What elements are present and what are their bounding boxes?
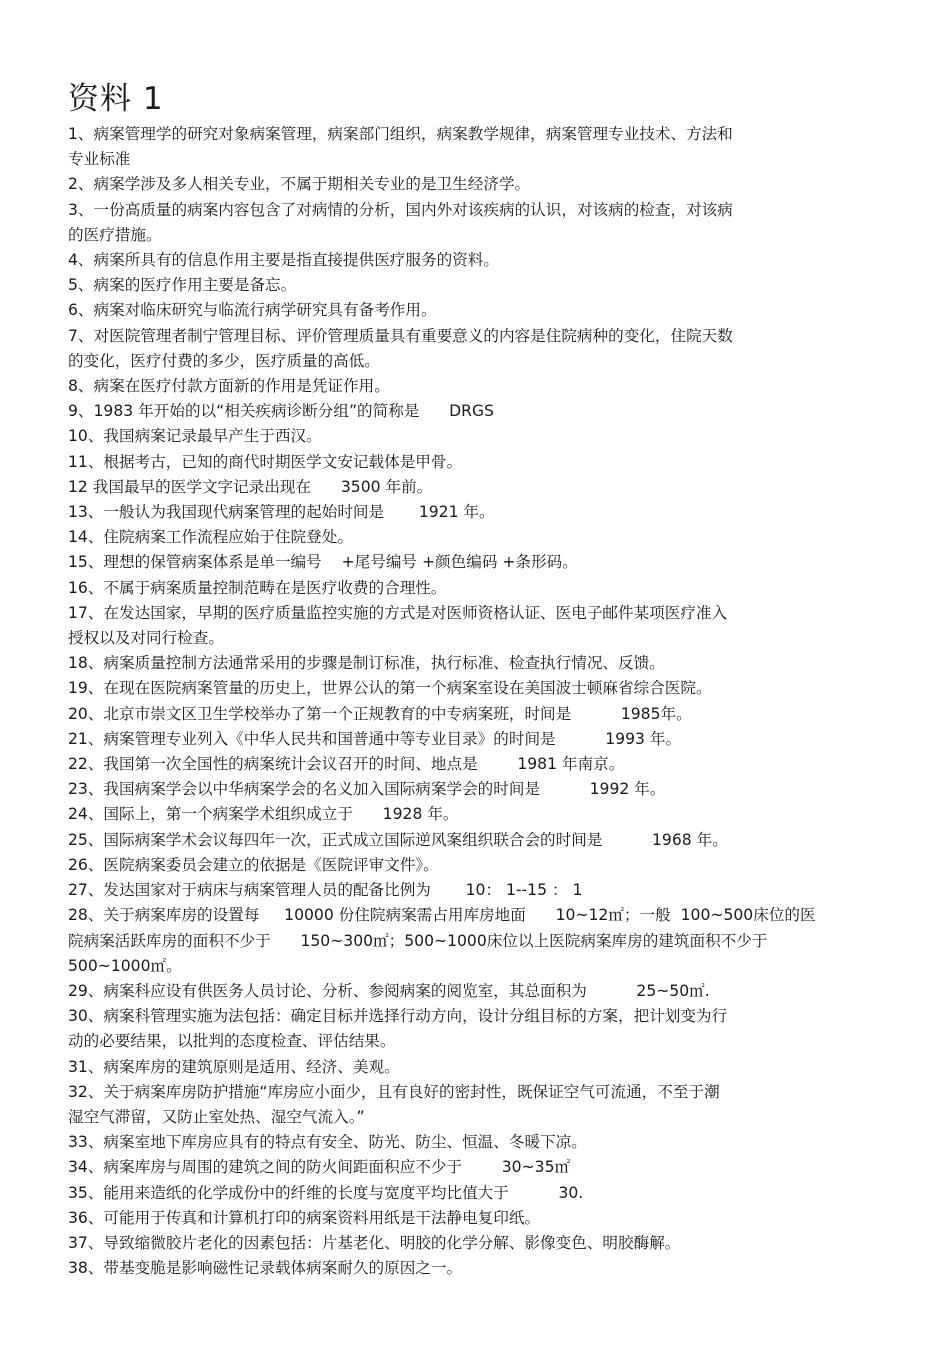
list-item: 30、病案科管理实施为法包括：确定目标并选择行动方向，设计分组目标的方案，把计划变为行 动的必要结果，以批判的态度检查、评估结果。: [68, 1007, 728, 1051]
list-item: 4、病案所具有的信息作用主要是指直接提供医疗服务的资料。: [68, 251, 499, 270]
list-item: 23、我国病案学会以中华病案学会的名义加入国际病案学会的时间是 1992 年。: [68, 780, 666, 799]
list-item: 21、病案管理专业列入《中华人民共和国普通中等专业目录》的时间是 1993 年。: [68, 729, 682, 748]
list-item: 11、根据考古，已知的商代时期医学文安记载体是甲骨。: [68, 452, 463, 471]
list-item: 25、国际病案学术会议每四年一次，正式成立国际逆风案组织联合会的时间是 1968 年。: [68, 830, 728, 849]
list-item: 34、病案库房与周围的建筑之间的防火间距面积应不少于 30~35㎡: [68, 1158, 571, 1177]
list-item: 7、对医院管理者制宁管理目标、评价管理质量具有重要意义的内容是住院病种的变化，住院天数 的变化，医疗付费的多少，医疗质量的高低。: [68, 326, 733, 370]
list-item: 37、导致缩微胶片老化的因素包括：片基老化、明胶的化学分解、影像变色、明胶酶解。: [68, 1233, 681, 1252]
document-page: [68, 78, 878, 1281]
list-item: 16、不属于病案质量控制范畴在是医疗收费的合理性。: [68, 578, 447, 597]
list-item: 36、可能用于传真和计算机打印的病案资料用纸是干法静电复印纸。: [68, 1208, 541, 1227]
list-item: 18、病案质量控制方法通常采用的步骤是制订标准，执行标准、检查执行情况、反馈。: [68, 654, 665, 673]
list-item: 35、能用来造纸的化学成份中的纤维的长度与宽度平均比值大于 30.: [68, 1183, 584, 1202]
question-list: [68, 122, 878, 1281]
list-item: 24、国际上，第一个病案学术组织成立于 1928 年。: [68, 805, 459, 824]
list-item: 38、带基变脆是影响磁性记录载体病案耐久的原因之一。: [68, 1259, 463, 1278]
document-title: 资料 1: [68, 81, 164, 117]
list-item: 6、病案对临床研究与临流行病学研究具有备考作用。: [68, 301, 437, 320]
list-item: 31、病案库房的建筑原则是适用、经济、美观。: [68, 1057, 400, 1076]
list-item: 14、住院病案工作流程应始于住院登处。: [68, 528, 353, 547]
list-item: 5、病案的医疗作用主要是备忘。: [68, 276, 297, 295]
list-item: 15、理想的保管病案体系是单一编号 +尾号编号 +颜色编码 +条形码。: [68, 553, 578, 572]
list-item: 2、病案学涉及多人相关专业，不属于期相关专业的是卫生经济学。: [68, 175, 531, 194]
list-item: 9、1983 年开始的以“相关疾病诊断分组”的简称是 DRGS: [68, 402, 494, 421]
list-item: 20、北京市崇文区卫生学校举办了第一个正规教育的中专病案班，时间是 1985年。: [68, 704, 692, 723]
list-item: 1、病案管理学的研究对象病案管理，病案部门组织，病案教学规律，病案管理专业技术、方法和 专业标准: [68, 125, 733, 169]
list-item: 28、关于病案库房的设置每 10000 份住院病案需占用库房地面 10~12㎡；一般 100~500床位的医 院病案活跃库房的面积不少于 150~300㎡；500~1000床位以上医院病案库房的建筑面积不少于 500~1000㎡。: [68, 906, 816, 975]
list-item: 26、医院病案委员会建立的依据是《医院评审文件》。: [68, 855, 439, 874]
list-item: 8、病案在医疗付款方面新的作用是凭证作用。: [68, 377, 390, 396]
list-item: 12 我国最早的医学文字记录出现在 3500 年前。: [68, 477, 433, 496]
list-item: 3、一份高质量的病案内容包含了对病情的分析，国内外对该疾病的认识，对该病的检查，对该病 的医疗措施。: [68, 200, 733, 244]
list-item: 29、病案科应设有供医务人员讨论、分析、参阅病案的阅览室，其总面积为 25~50㎡.: [68, 981, 710, 1000]
list-item: 19、在现在医院病案管量的历史上，世界公认的第一个病案室设在美国波士顿麻省综合医院。: [68, 679, 712, 698]
list-item: 10、我国病案记录最早产生于西汉。: [68, 427, 322, 446]
list-item: 33、病案室地下库房应具有的特点有安全、防光、防尘、恒温、冬暖下凉。: [68, 1133, 587, 1152]
list-item: 27、发达国家对于病床与病案管理人员的配备比例为 10： 1--15 ： 1: [68, 881, 583, 900]
list-item: 32、关于病案库房防护措施“库房应小面少，且有良好的密封性，既保证空气可流通，不至于潮 湿空气滞留，又防止室处热、湿空气流入。”: [68, 1082, 720, 1126]
list-item: 13、一般认为我国现代病案管理的起始时间是 1921 年。: [68, 503, 495, 522]
list-item: 17、在发达国家，早期的医疗质量监控实施的方式是对医师资格认证、医电子邮件某项医疗准入 授权以及对同行检查。: [68, 603, 728, 648]
list-item: 22、我国第一次全国性的病案统计会议召开的时间、地点是 1981 年南京。: [68, 755, 625, 774]
